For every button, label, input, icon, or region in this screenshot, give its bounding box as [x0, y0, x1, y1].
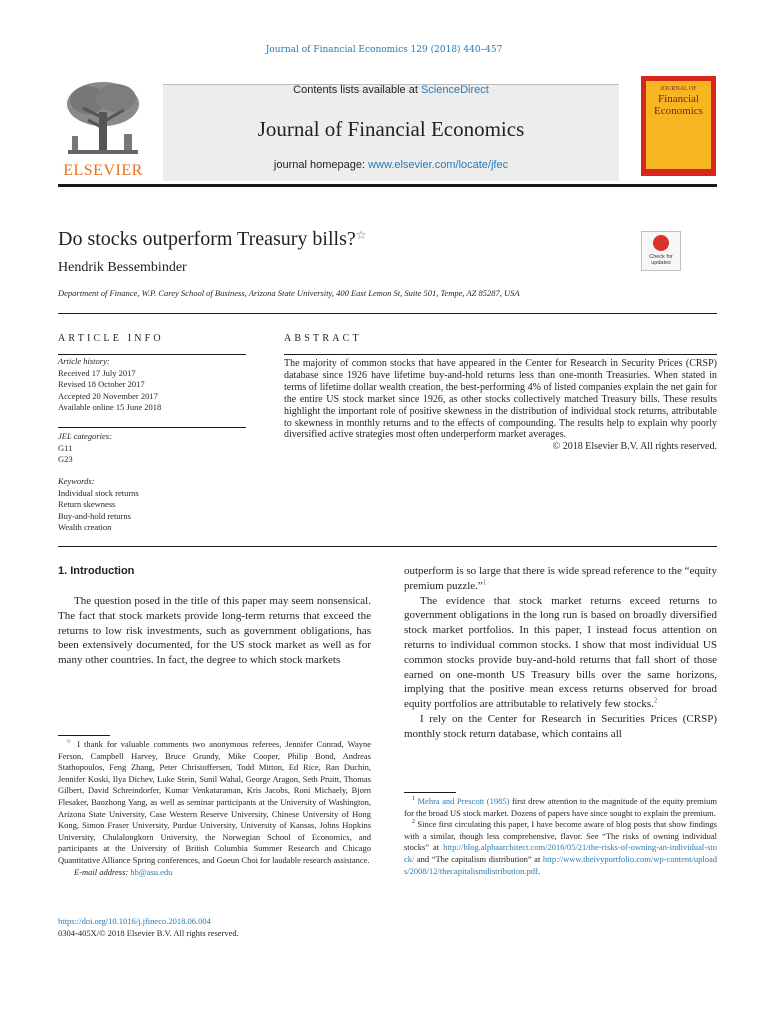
history-revised: Revised 18 October 2017 [58, 379, 145, 390]
doi-link[interactable]: https://doi.org/10.1016/j.jfineco.2018.06.004 [58, 916, 211, 926]
alphaarchitect-link[interactable]: http://blog.alphaarchitect.com/2016/05/21/the-risks-of-owning-an-individual-stock/ [404, 842, 717, 864]
history-accepted: Accepted 20 November 2017 [58, 390, 158, 401]
title-divider [58, 313, 717, 314]
jel-code: G11 [58, 442, 73, 453]
history-label: Article history: [58, 356, 110, 366]
header-divider [58, 184, 717, 187]
journal-title: Journal of Financial Economics [257, 117, 525, 141]
cover-small-title: JOURNAL OF [660, 86, 697, 92]
jel-categories [58, 431, 246, 466]
footnote-ref-1[interactable]: 1 [482, 578, 487, 587]
footnote-1-mark: 1 [412, 796, 415, 803]
footnote-ref-2[interactable]: 2 [653, 696, 658, 705]
issn-copyright: 0304-405X/© 2018 Elsevier B.V. All rights reserved. [58, 927, 239, 938]
keyword-item: Return skewness [58, 499, 116, 510]
footnote-2: $^2$ Since first circulating this paper, I have become aware of blog posts that show findings with a similar, though less comprehensive, flavor. See “The risks of owning individual stocks” at http://blog.alphaarchitect.com/2016/05/21/the-risks-of-owning-an-individual-stock/ and “The capitalism distribution” at http://www.theivyportfolio.com/wp-content/uploads/2008/12/thecapitalismdistribution.pdf. [404, 819, 717, 876]
history-online: Available online 15 June 2018 [58, 402, 162, 413]
paragraph: The question posed in the title of this paper may seem nonsensical. The fact that stock markets provide long-term returns that exceed the returns to low risk investments, such as government obligations, has been extensively documented, for the US stock market as well as for many other countries. In fact, the degree to which stock markets [58, 595, 371, 667]
check-updates-label: Check for updates [649, 254, 673, 266]
abstract-divider [58, 546, 717, 547]
footnotes-left [58, 739, 371, 878]
journal-homepage-link[interactable]: www.elsevier.com/locate/jfec [368, 159, 509, 171]
paragraph: outperform is so large that there is wide spread reference to the “equity premium puzzle.”$^1$ [404, 565, 717, 592]
paragraph: I rely on the Center for Research in Securities Prices (CRSP) monthly stock return database, which contains all [404, 712, 717, 740]
keyword-item: Buy-and-hold returns [58, 510, 131, 521]
footer [58, 916, 239, 939]
abstract-body: The majority of common stocks that have appeared in the Center for Research in Security Prices (CRSP) database since 1926 have lifetime buy-and-hold returns less than one-month Treasuries. When stated in terms of lifetime dollar wealth creation, the best-performing 4% of listed companies explain the net gain for the entire US stock market since 1926, as other stocks collectively matched Treasury bills. These results highlight the important role of positive skewness in the distribution of individual stock returns, attributable to skewness in monthly returns and to the effects of compounding. The results help to explain why poorly diversified active strategies most often underperform market averages. [284, 358, 717, 441]
author-name: Hendrik Bessembinder [58, 260, 187, 275]
right-column [404, 564, 717, 742]
elsevier-wordmark: ELSEVIER [63, 162, 143, 179]
article-history [58, 356, 246, 414]
footnotes-right [404, 796, 717, 877]
article-info-heading: ARTICLE INFO [58, 333, 164, 344]
email-link[interactable]: hb@asu.edu [130, 866, 173, 877]
footnote-star: ☆ I thank for valuable comments two anonymous referees, Jennifer Conrad, Wayne Ferson, Campbell Harvey, Bruce Grundy, Mike Cooper, Philip Bond, Andreas Stathopoulos, Feng Zhang, Peter Christoffersen, Todd Mitton, Ed Rice, Ran Duchin, Jennifer Koski, Ilya Dichev, Luke Stein, Sunil Wahal, George Aragon, Seth Pruitt, Thomas Gilbert, David Schreindorfer, Kumar Venkataraman, Kris Jacobs, Roni Michaely, Bjorn Flesaker, Baozhong Yang, as well as seminar participants at the University of Washington, Arizona State University, Case Western Reserve University, Chinese University of Hong Kong, Simon Fraser University, Purdue University, University of Kansas, Johns Hopkins University, Chulalongkorn University, the Norwegian School of Economics, and participants at the University of British Columbia Summer Research and Chicago Quantitative Alliance Spring conferences, and Goeun Choi for laudable research assistance. [58, 739, 372, 865]
footnote-rule-left [58, 735, 110, 736]
left-column [58, 594, 371, 668]
email-line: E-mail address: hb@asu.edu [74, 866, 173, 877]
cover-big-title: Financial Economics [654, 93, 703, 117]
check-updates-icon [653, 235, 669, 251]
info-rule-top [58, 354, 246, 355]
paragraph: The evidence that stock market returns exceed returns to government obligations in the long run is based on broadly diversified stock market portfolios. In this paper, I instead focus attention on returns to individual common stocks. I show that most individual US common stocks provide buy-and-hold returns that fall short of those earned on one-month US Treasury bills over the same horizons, implying that the positive mean excess returns observed for broad equity portfolios are attributable to relatively few stocks.$^2$ [404, 594, 717, 711]
title-footnote-star-icon[interactable]: ☆ [355, 228, 367, 242]
author-affiliation: Department of Finance, W.P. Carey School of Business, Arizona State University, 400 East Lemon St, Suite 501, Tempe, AZ 85287, USA [58, 288, 520, 298]
journal-homepage: journal homepage: www.elsevier.com/locate/jfec [273, 159, 509, 171]
abstract-heading: ABSTRACT [284, 333, 362, 344]
abstract-rule [284, 354, 717, 355]
info-rule-mid [58, 427, 246, 428]
keyword-item: Individual stock returns [58, 487, 139, 498]
check-for-updates-button[interactable] [641, 231, 681, 271]
sciencedirect-link[interactable]: ScienceDirect [420, 84, 489, 96]
footnote-star-mark: ☆ [66, 739, 74, 746]
keywords-label: Keywords: [58, 476, 95, 486]
footnote-2-mark: 2 [412, 819, 415, 826]
mehra-prescott-link[interactable]: Mehra and Prescott (1985) [417, 796, 510, 806]
journal-cover-image [641, 76, 716, 176]
keywords [58, 476, 246, 534]
contents-line: Contents lists available at ScienceDirect [293, 84, 489, 96]
footnote-1: $^1$ Mehra and Prescott (1985) first drew attention to the magnitude of the equity premium for the broad US stock market. Dozens of papers have since sought to explain the premium. [404, 796, 717, 818]
abstract-copyright: © 2018 Elsevier B.V. All rights reserved. [552, 441, 717, 453]
jel-label: JEL categories: [58, 431, 112, 441]
keyword-item: Wealth creation [58, 522, 112, 533]
ivyportfolio-link[interactable]: http://www.theivyportfolio.com/wp-content/uploads/2008/12/thecapitalismdistribution.pdf [404, 853, 717, 876]
section-heading-introduction: 1. Introduction [58, 565, 135, 577]
article-title: Do stocks outperform Treasury bills?☆ [58, 228, 367, 250]
journal-citation[interactable]: Journal of Financial Economics 129 (2018) 440–457 [265, 45, 503, 55]
jel-code: G23 [58, 454, 73, 465]
abstract-text [284, 358, 717, 453]
footnote-rule-right [404, 792, 456, 793]
history-received: Received 17 July 2017 [58, 367, 136, 378]
